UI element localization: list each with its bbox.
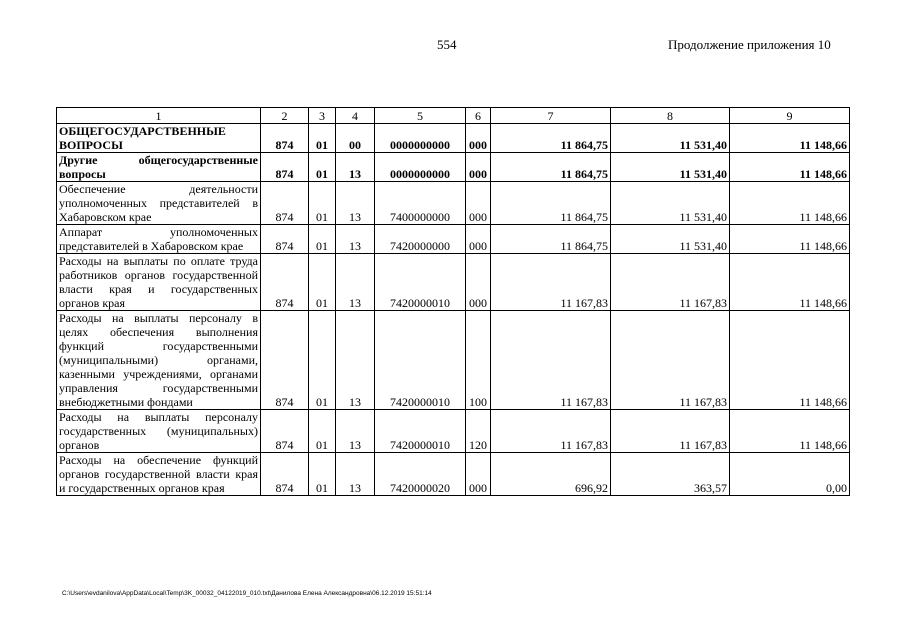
- table-cell: 01: [309, 254, 336, 311]
- row-name-cell: Обеспечение деятельности уполномоченных представителей в Хабаровском крае: [57, 182, 261, 225]
- table-cell: 11 148,66: [730, 311, 850, 410]
- table-cell: 11 167,83: [611, 254, 730, 311]
- table-cell: 11 167,83: [491, 410, 611, 453]
- table-cell: 7420000010: [375, 254, 466, 311]
- column-header: 7: [491, 108, 611, 124]
- table-cell: 11 167,83: [611, 410, 730, 453]
- table-cell: 0000000000: [375, 153, 466, 182]
- table-cell: 11 148,66: [730, 124, 850, 153]
- row-name-cell: Расходы на обеспечение функций органов государственной власти края и государственных органов края: [57, 453, 261, 496]
- table-cell: 874: [261, 153, 309, 182]
- row-name-cell: Аппарат уполномоченных представителей в Хабаровском крае: [57, 225, 261, 254]
- table-cell: 11 148,66: [730, 254, 850, 311]
- table-cell: 874: [261, 124, 309, 153]
- table-cell: 000: [466, 453, 491, 496]
- row-name-cell: ОБЩЕГОСУДАРСТВЕННЫЕ ВОПРОСЫ: [57, 124, 261, 153]
- table-cell: 11 148,66: [730, 410, 850, 453]
- table-cell: 11 864,75: [491, 153, 611, 182]
- table-cell: 000: [466, 153, 491, 182]
- table-cell: 11 864,75: [491, 225, 611, 254]
- column-header: 5: [375, 108, 466, 124]
- table-cell: 11 167,83: [491, 254, 611, 311]
- table-cell: 874: [261, 410, 309, 453]
- table-cell: 874: [261, 254, 309, 311]
- table-cell: 000: [466, 225, 491, 254]
- column-header: 8: [611, 108, 730, 124]
- table-header-row: [57, 108, 850, 124]
- table-row: [57, 124, 850, 153]
- table-cell: 0000000000: [375, 124, 466, 153]
- table-cell: 11 864,75: [491, 124, 611, 153]
- table-cell: 13: [336, 182, 375, 225]
- table-cell: 0,00: [730, 453, 850, 496]
- table-cell: 01: [309, 182, 336, 225]
- table-cell: 01: [309, 124, 336, 153]
- table-cell: 01: [309, 410, 336, 453]
- file-path-footer: C:\Users\evdanilova\AppData\Local\Temp\3K_00032_04122019_010.txt\Данилова Елена Александровна\06.12.2019 15:51:14: [62, 590, 432, 597]
- table-cell: 01: [309, 153, 336, 182]
- table-cell: 7420000020: [375, 453, 466, 496]
- column-header: 2: [261, 108, 309, 124]
- table-cell: 11 531,40: [611, 124, 730, 153]
- budget-table: [56, 107, 850, 496]
- table-cell: 874: [261, 182, 309, 225]
- row-name-cell: Другие общегосударственные вопросы: [57, 153, 261, 182]
- table-cell: 00: [336, 124, 375, 153]
- column-header: 9: [730, 108, 850, 124]
- column-header: 1: [57, 108, 261, 124]
- table-row: [57, 311, 850, 410]
- row-name-cell: Расходы на выплаты персоналу государственных (муниципальных) органов: [57, 410, 261, 453]
- table-cell: 000: [466, 124, 491, 153]
- table-cell: 7400000000: [375, 182, 466, 225]
- table-cell: 13: [336, 410, 375, 453]
- table-cell: 11 148,66: [730, 153, 850, 182]
- table-cell: 874: [261, 225, 309, 254]
- table-row: [57, 182, 850, 225]
- table-cell: 11 531,40: [611, 182, 730, 225]
- column-header: 6: [466, 108, 491, 124]
- table-cell: 11 167,83: [491, 311, 611, 410]
- table-cell: 13: [336, 311, 375, 410]
- table-cell: 696,92: [491, 453, 611, 496]
- row-name-cell: Расходы на выплаты по оплате труда работников органов государственной власти края и государственных органов края: [57, 254, 261, 311]
- table-cell: 000: [466, 254, 491, 311]
- table-row: [57, 254, 850, 311]
- table-cell: 11 148,66: [730, 225, 850, 254]
- table-cell: 120: [466, 410, 491, 453]
- table-row: [57, 225, 850, 254]
- table-cell: 874: [261, 311, 309, 410]
- table-cell: 363,57: [611, 453, 730, 496]
- table-row: [57, 410, 850, 453]
- column-header: 3: [309, 108, 336, 124]
- table-cell: 13: [336, 153, 375, 182]
- column-header: 4: [336, 108, 375, 124]
- table-cell: 7420000000: [375, 225, 466, 254]
- table-cell: 01: [309, 453, 336, 496]
- table-cell: 11 167,83: [611, 311, 730, 410]
- table-cell: 01: [309, 225, 336, 254]
- table-cell: 7420000010: [375, 311, 466, 410]
- table-cell: 11 148,66: [730, 182, 850, 225]
- table-cell: 874: [261, 453, 309, 496]
- table-row: [57, 453, 850, 496]
- table-cell: 13: [336, 225, 375, 254]
- row-name-cell: Расходы на выплаты персоналу в целях обеспечения выполнения функций государственными (муниципальными) органами, казенными учреждениями, органами управления государственными внебюджетными фондами: [57, 311, 261, 410]
- table-cell: 11 531,40: [611, 225, 730, 254]
- table-cell: 13: [336, 254, 375, 311]
- page-number: 554: [437, 37, 457, 52]
- table-cell: 000: [466, 182, 491, 225]
- table-cell: 13: [336, 453, 375, 496]
- table-cell: 11 864,75: [491, 182, 611, 225]
- table-cell: 01: [309, 311, 336, 410]
- table-cell: 100: [466, 311, 491, 410]
- table-row: [57, 153, 850, 182]
- table-cell: 7420000010: [375, 410, 466, 453]
- continuation-title: Продолжение приложения 10: [668, 37, 831, 52]
- table-cell: 11 531,40: [611, 153, 730, 182]
